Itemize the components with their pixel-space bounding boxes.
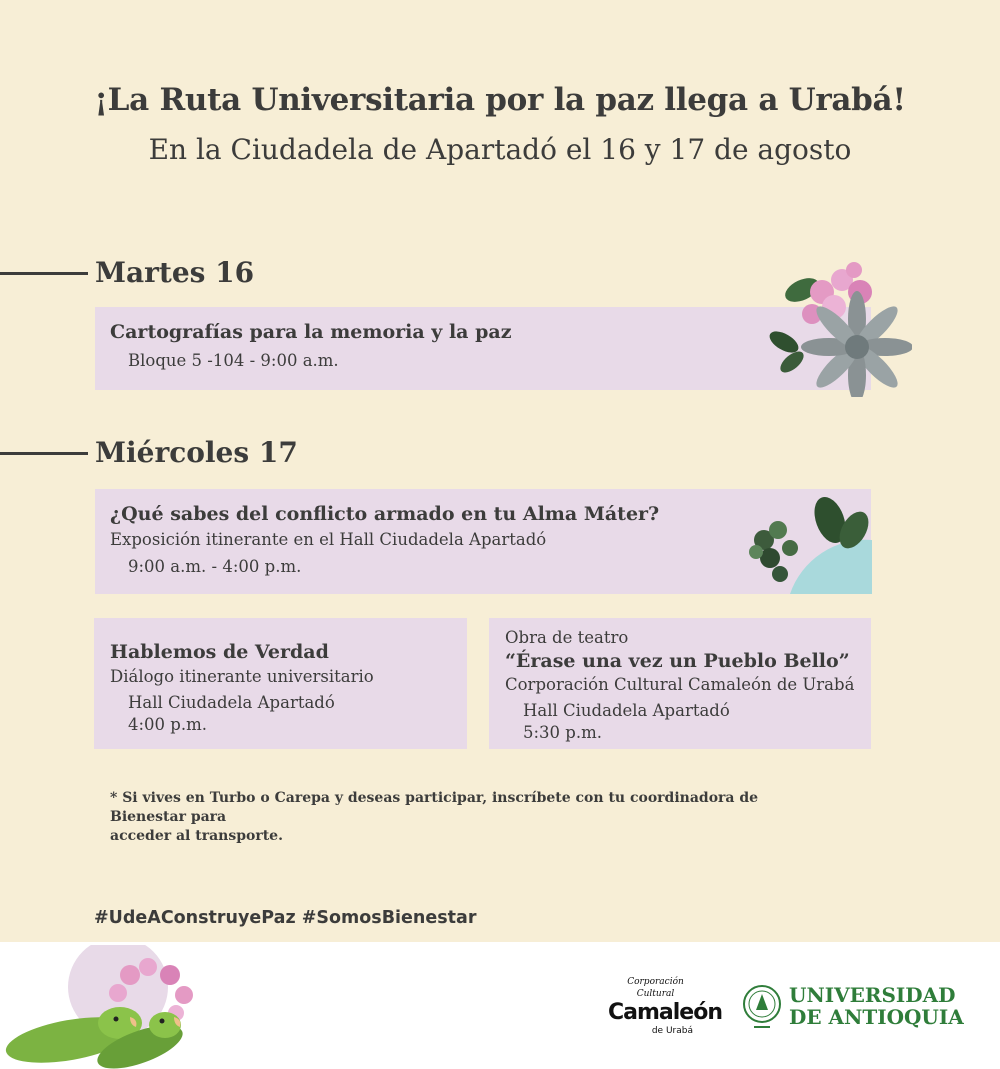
event-card-cartografias [95,307,871,390]
day-divider-line [0,272,88,275]
udea-logo-line2: DE ANTIOQUIA [789,1005,964,1029]
header [0,80,1000,168]
transport-note [110,789,830,846]
camaleon-logo-name: Camaleón [608,1000,722,1025]
transport-note-line: acceder al transporte. [110,828,283,844]
event-time: 4:00 p.m. [128,715,207,734]
page-title: ¡La Ruta Universitaria por la paz llega a Urabá! [94,82,906,118]
event-title: Cartografías para la memoria y la paz [110,321,512,343]
event-location: Hall Ciudadela Apartadó [523,701,730,720]
event-location: Hall Ciudadela Apartadó [128,693,335,712]
camaleon-logo-bottom: de Urabá [651,1026,693,1036]
universidad-de-antioquia-logo [742,980,992,1036]
leaf-plant-illustration [742,492,872,594]
event-title: ¿Qué sabes del conflicto armado en tu Alma Máter? [110,503,660,525]
event-subtitle: Exposición itinerante en el Hall Ciudadela Apartadó [110,530,547,549]
event-title: “Érase una vez un Pueblo Bello” [505,650,850,672]
parrots-illustration [0,945,210,1069]
event-subtitle: Diálogo itinerante universitario [110,667,374,686]
event-organizer: Corporación Cultural Camaleón de Urabá [505,675,855,694]
event-card-obra-de-teatro [489,618,871,749]
day-heading-wednesday: Miércoles 17 [95,436,298,469]
event-location-time: Bloque 5 -104 - 9:00 a.m. [128,351,339,370]
udea-logo-line1: UNIVERSIDAD [789,983,956,1007]
camaleon-logo [608,976,722,1040]
hashtags: #UdeAConstruyePaz #SomosBienestar [94,908,477,928]
camaleon-logo-top: Corporación Cultural [627,977,684,999]
event-title: Hablemos de Verdad [110,641,329,663]
day-heading-tuesday: Martes 16 [95,256,255,289]
succulent-flower-illustration [762,262,912,397]
event-time: 5:30 p.m. [523,723,602,742]
university-seal-icon [742,980,782,1032]
event-kicker: Obra de teatro [505,628,629,647]
day-divider-line [0,452,88,455]
event-time: 9:00 a.m. - 4:00 p.m. [128,557,302,576]
event-card-hablemos-de-verdad [94,618,467,749]
transport-note-line: * Si vives en Turbo o Carepa y deseas participar, inscríbete con tu coordinadora de Bienestar para [110,790,759,825]
page-subtitle: En la Ciudadela de Apartadó el 16 y 17 de agosto [148,133,852,166]
